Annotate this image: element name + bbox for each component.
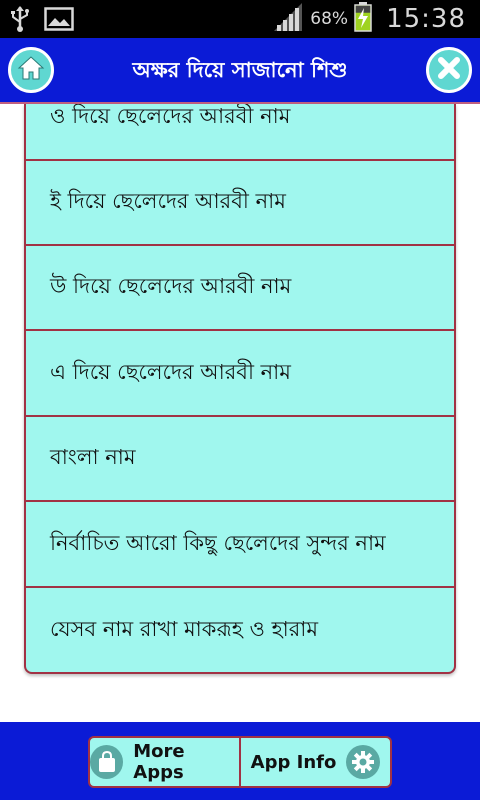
status-bar	[0, 0, 480, 38]
list-item[interactable]	[26, 503, 454, 588]
close-icon	[436, 55, 462, 85]
list-item-label: এ দিয়ে ছেলেদের আরবী নাম	[50, 360, 291, 384]
list-item-label: নির্বাচিত আরো কিছু ছেলেদের সুন্দর নাম	[50, 531, 386, 555]
usb-icon	[10, 6, 30, 36]
signal-icon	[274, 3, 304, 35]
page-title: অক্ষর দিয়ে সাজানো শিশু	[132, 58, 348, 82]
app-info-label: App Info	[250, 751, 337, 773]
list-item[interactable]	[26, 104, 454, 161]
gear-icon	[346, 745, 380, 779]
app-info-button[interactable]	[239, 738, 390, 786]
list-item[interactable]	[26, 246, 454, 331]
names-list	[24, 104, 456, 674]
list-item-label: বাংলা নাম	[50, 445, 136, 469]
battery-charging-icon	[354, 2, 372, 36]
list-item[interactable]	[26, 417, 454, 502]
list-item-label: ও দিয়ে ছেলেদের আরবী নাম	[50, 104, 291, 128]
home-icon	[17, 55, 45, 85]
list-item[interactable]	[26, 332, 454, 417]
list-item-label: ই দিয়ে ছেলেদের আরবী নাম	[50, 189, 286, 213]
list-item-label: উ দিয়ে ছেলেদের আরবী নাম	[50, 274, 292, 298]
more-apps-label: More Apps	[133, 741, 185, 783]
bottom-button-group	[88, 736, 392, 788]
list-item-label: যেসব নাম রাখা মাকরূহ ও হারাম	[50, 617, 319, 641]
battery-percent: 68%	[310, 9, 349, 29]
bottom-bar	[0, 722, 480, 800]
image-icon	[44, 7, 74, 35]
title-bar	[0, 38, 480, 104]
list-item[interactable]	[26, 588, 454, 673]
shopping-bag-icon	[90, 745, 123, 779]
clock: 15:38	[386, 4, 466, 34]
list-item[interactable]	[26, 161, 454, 246]
status-left-icons	[10, 6, 74, 36]
close-button[interactable]	[426, 47, 472, 93]
status-right	[274, 0, 466, 38]
home-button[interactable]	[8, 47, 54, 93]
more-apps-button[interactable]	[90, 738, 239, 786]
